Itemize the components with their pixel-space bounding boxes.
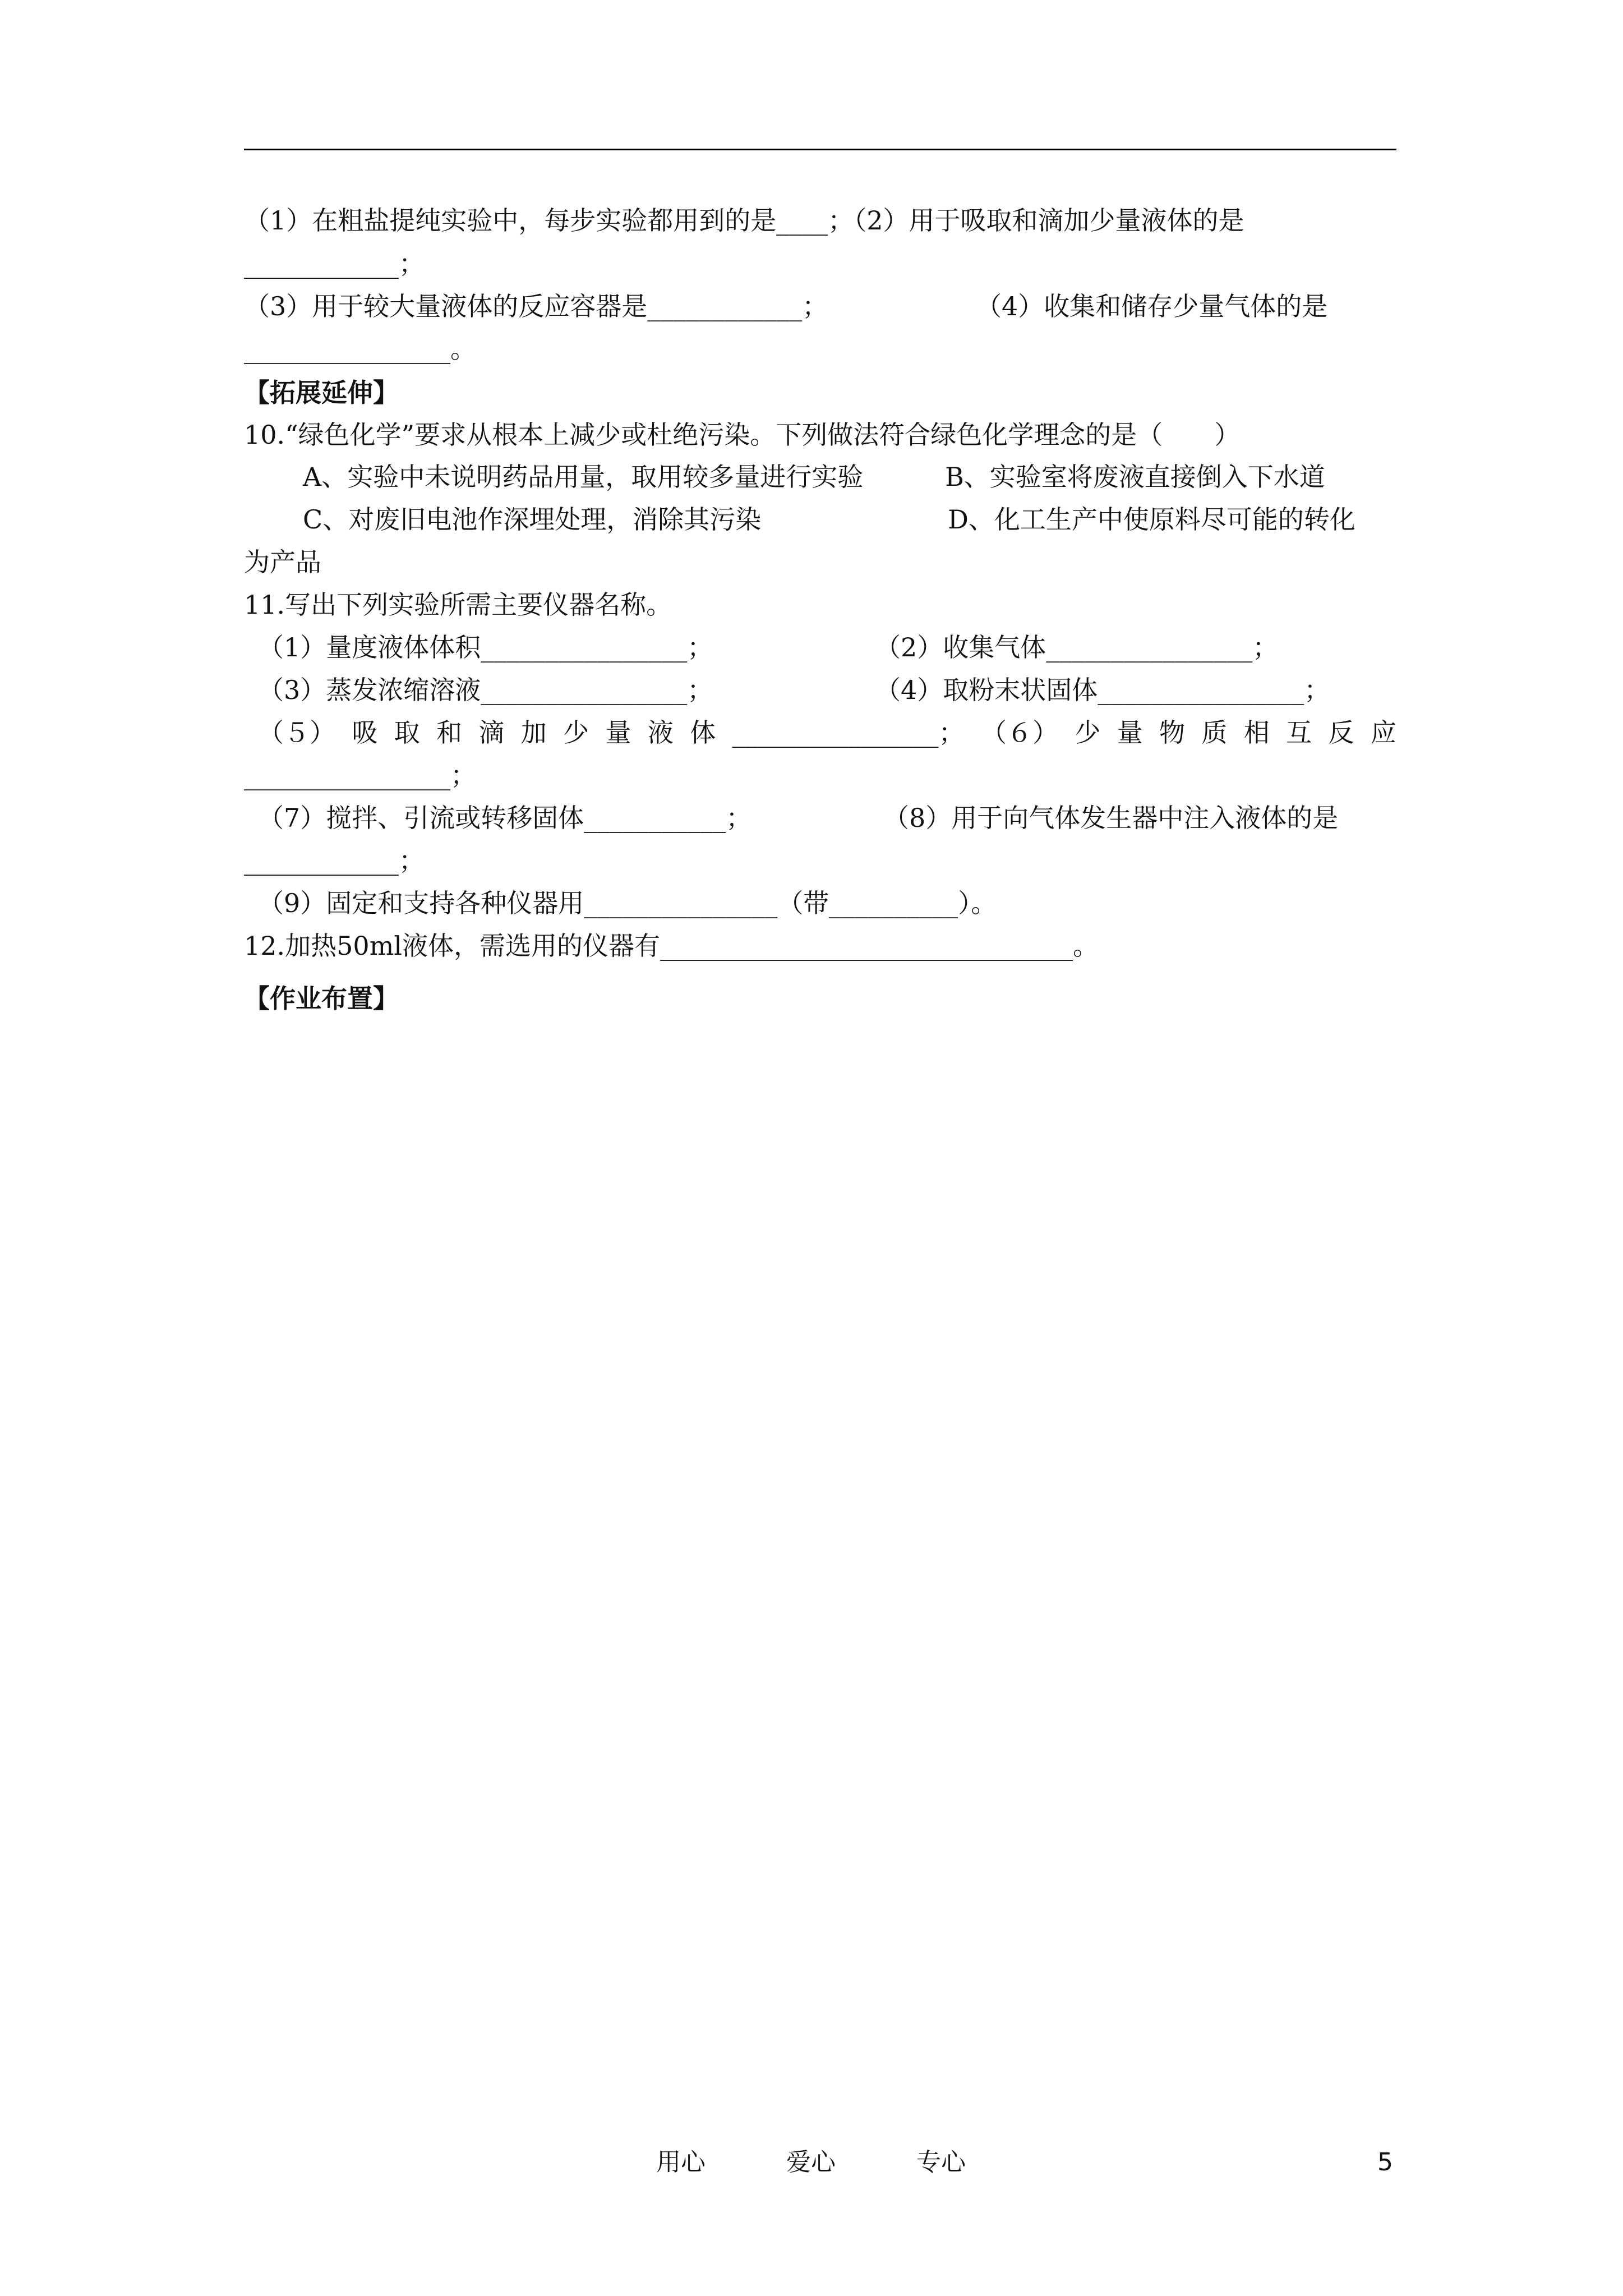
q11-char: 加	[520, 717, 547, 748]
motto-word: 专心	[916, 2148, 966, 2177]
q9-part4-blank: ________________。	[244, 334, 476, 364]
option-d: D、化工生产中使原料尽可能的转化	[948, 504, 1355, 535]
line-q9-2	[244, 242, 1396, 285]
q11-item-6-number: （６）	[980, 717, 1058, 748]
footer-motto	[656, 2143, 966, 2182]
q11-item-6-blank: ________________；	[244, 760, 476, 790]
option-b: B、实验室将废液直接倒入下水道	[945, 462, 1325, 492]
question-11-row-1	[244, 626, 1396, 669]
q11-char: 互	[1286, 717, 1312, 748]
q11-char: 少	[563, 717, 589, 748]
option-a: A、实验中未说明药品用量，取用较多量进行实验	[303, 462, 864, 492]
question-11-row-3b	[244, 754, 1396, 797]
section-heading-extension	[244, 371, 1396, 414]
q11-item-5-blank: ________________；	[732, 717, 965, 748]
page-number: 5	[1377, 2148, 1393, 2177]
question-10-options-ab	[244, 455, 1396, 498]
q11-item-7: （7）搅拌、引流或转移固体___________；	[258, 803, 752, 833]
q11-item-9: （9）固定和支持各种仪器用_______________（带__________）。	[258, 888, 997, 918]
page-footer	[0, 2143, 1623, 2182]
question-12-text: 12.加热50ml液体，需选用的仪器有________________________________。	[244, 931, 1099, 961]
question-11-text: 11.写出下列实验所需主要仪器名称。	[244, 590, 672, 620]
question-12	[244, 924, 1396, 967]
line-q9-3	[244, 285, 1396, 328]
section-heading-homework	[244, 977, 1396, 1020]
q9-part2-blank: ____________；	[244, 249, 425, 279]
line-q9-1	[244, 199, 1396, 242]
q9-part1-text: （1）在粗盐提纯实验中，每步实验都用到的是____；（2）用于吸取和滴加少量液体的是	[244, 205, 1244, 236]
question-10-options-cd	[244, 498, 1396, 541]
q11-char: 相	[1243, 717, 1270, 748]
question-11-row-4	[244, 797, 1396, 839]
question-11-row-3	[244, 711, 1396, 754]
question-10-text: 10.“绿色化学”要求从根本上减少或杜绝污染。下列做法符合绿色化学理念的是（ ）	[244, 420, 1241, 450]
q11-item-8-blank: ____________；	[244, 845, 425, 876]
q11-char: 量	[1117, 717, 1143, 748]
q11-char: 和	[436, 717, 463, 748]
option-c: C、对废旧电池作深埋处理，消除其污染	[303, 504, 762, 535]
option-d-continuation: 为产品	[244, 547, 321, 577]
question-10	[244, 413, 1396, 456]
question-11-row-2	[244, 669, 1396, 711]
q11-char: 物	[1159, 717, 1186, 748]
question-11-row-4b	[244, 839, 1396, 882]
heading-text: 【作业布置】	[244, 983, 399, 1014]
motto-word: 用心	[656, 2148, 706, 2177]
q11-char: 应	[1370, 717, 1396, 748]
motto-word: 爱心	[786, 2148, 836, 2177]
q11-item-2: （2）收集气体________________；	[875, 632, 1279, 662]
q11-char: 体	[690, 717, 716, 748]
q11-char: 少	[1075, 717, 1101, 748]
question-11	[244, 583, 1396, 626]
q11-char: 质	[1201, 717, 1228, 748]
q11-char: 滴	[478, 717, 505, 748]
q11-item-4: （4）取粉末状固体________________；	[875, 675, 1330, 705]
q11-char: 液	[647, 717, 674, 748]
q11-char: 吸	[352, 717, 378, 748]
heading-text: 【拓展延伸】	[244, 378, 399, 408]
q9-part3-text: （3）用于较大量液体的反应容器是____________；	[244, 291, 828, 321]
q11-char: 反	[1328, 717, 1354, 748]
q11-item-5-number: （５）	[258, 717, 335, 748]
q11-char: 取	[394, 717, 420, 748]
header-rule	[244, 149, 1396, 150]
q11-item-5-6-justified	[244, 711, 1396, 754]
q11-item-3: （3）蒸发浓缩溶液________________；	[258, 675, 713, 705]
q11-item-1: （1）量度液体体积________________；	[258, 632, 713, 662]
q11-item-8: （8）用于向气体发生器中注入液体的是	[883, 803, 1339, 833]
q9-part4-text: （4）收集和储存少量气体的是	[976, 291, 1328, 321]
question-11-row-5	[244, 882, 1396, 924]
line-q9-4	[244, 328, 1396, 370]
q11-char: 量	[605, 717, 631, 748]
question-10-option-d-cont	[244, 541, 1396, 583]
